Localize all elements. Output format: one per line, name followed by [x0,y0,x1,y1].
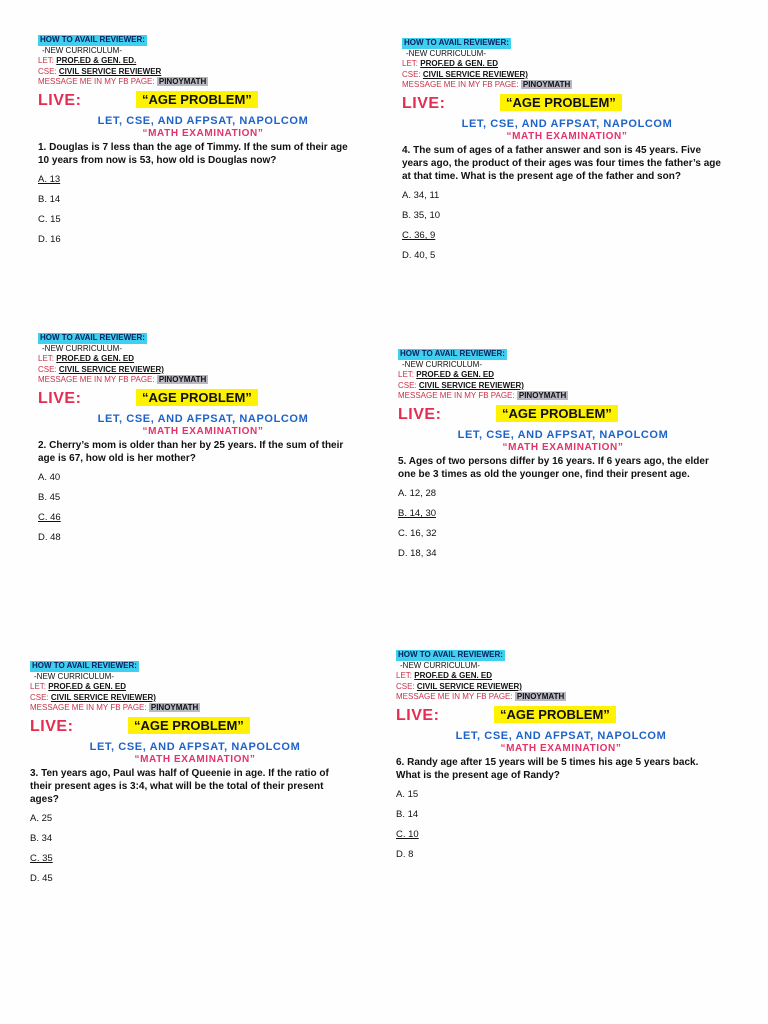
option-d: D. 48 [38,531,61,543]
cse-label: CSE: [396,681,415,691]
cse-label: CSE: [398,380,417,390]
option-d: D. 40, 5 [402,249,436,261]
topic-badge: “AGE PROBLEM” [496,405,618,422]
curriculum-line: -NEW CURRICULUM- [34,671,114,681]
cse-value: CIVIL SERVICE REVIEWER) [416,681,522,691]
header-title: HOW TO AVAIL REVIEWER: [400,349,505,358]
options-list [402,186,750,266]
question-text: 1. Douglas is 7 less than the age of Timmy. If the sum of their age 10 years from now is 53, how old is Douglas now? [38,141,348,166]
live-label: LIVE: [396,706,440,724]
message-line: MESSAGE ME IN MY FB PAGE: [38,77,155,87]
let-label: LET: [396,671,413,681]
topic-badge: “AGE PROBLEM” [500,94,622,111]
live-label: LIVE: [402,94,446,112]
option-d: D. 45 [30,872,53,884]
option-b: B. 14 [396,808,419,820]
live-label: LIVE: [398,405,442,423]
let-label: LET: [30,682,47,692]
question-text: 6. Randy age after 15 years will be 5 times his age 5 years back. What is the present age of Randy? [396,756,699,781]
option-b: B. 34 [30,832,53,844]
cse-value: CIVIL SERVICE REVIEWER) [58,364,164,374]
reviewer-header [402,38,750,91]
subjects-line: LET, CSE, AND AFPSAT, NAPOLCOM [97,412,309,425]
header-title: HOW TO AVAIL REVIEWER: [398,650,503,659]
option-a: A. 25 [30,812,53,824]
problem-panel-2 [38,333,386,548]
let-value: PROF.ED & GEN. ED [416,370,495,380]
message-line: MESSAGE ME IN MY FB PAGE: [38,375,155,385]
fb-page-name: PINOYMATH [150,703,199,713]
let-label: LET: [398,370,415,380]
options-list [396,785,744,865]
cse-value: CIVIL SERVICE REVIEWER) [50,692,156,702]
option-c: C. 46 [38,511,61,523]
problem-panel-5 [398,349,746,564]
topic-badge: “AGE PROBLEM” [136,91,258,108]
cse-value: CIVIL SERVICE REVIEWER) [418,380,524,390]
fb-page-name: PINOYMATH [522,80,571,90]
option-a: A. 40 [38,471,61,483]
question-text: 3. Ten years ago, Paul was half of Queenie in age. If the ratio of their present ages is 3:4, what will be the total of their present ages? [30,767,329,805]
problem-panel-1 [38,35,386,250]
topic-badge: “AGE PROBLEM” [128,717,250,734]
header-title: HOW TO AVAIL REVIEWER: [40,333,145,342]
message-line: MESSAGE ME IN MY FB PAGE: [398,391,515,401]
option-a: A. 15 [396,788,419,800]
cse-label: CSE: [38,364,57,374]
problem-panel-4 [402,38,750,266]
let-label: LET: [402,59,419,69]
curriculum-line: -NEW CURRICULUM- [406,48,486,58]
curriculum-line: -NEW CURRICULUM- [402,359,482,369]
curriculum-line: -NEW CURRICULUM- [42,45,122,55]
option-c: C. 15 [38,213,61,225]
options-list [38,170,386,250]
option-c: C. 16, 32 [398,527,437,539]
live-label: LIVE: [30,717,74,735]
option-d: D. 18, 34 [398,547,437,559]
subjects-line: LET, CSE, AND AFPSAT, NAPOLCOM [457,428,669,441]
options-list [38,468,386,548]
message-line: MESSAGE ME IN MY FB PAGE: [396,692,513,702]
topic-badge: “AGE PROBLEM” [494,706,616,723]
option-b: B. 45 [38,491,61,503]
problem-panel-6 [396,650,744,865]
live-label: LIVE: [38,389,82,407]
question-text: 4. The sum of ages of a father answer and son is 45 years. Five years ago, the product of their ages was four times the father’s age at that time. What is the present age of the father and son? [402,144,721,182]
fb-page-name: PINOYMATH [158,375,207,385]
header-title: HOW TO AVAIL REVIEWER: [404,38,509,47]
subjects-line: LET, CSE, AND AFPSAT, NAPOLCOM [89,740,301,753]
header-title: HOW TO AVAIL REVIEWER: [40,35,145,44]
live-label: LIVE: [38,91,82,109]
exam-line: “MATH EXAMINATION” [506,130,628,142]
question-text: 5. Ages of two persons differ by 16 years. If 6 years ago, the elder one be 3 times as old the younger one, find their present age. [398,455,709,480]
subjects-line: LET, CSE, AND AFPSAT, NAPOLCOM [455,729,667,742]
exam-line: “MATH EXAMINATION” [500,742,622,754]
option-d: D. 16 [38,233,61,245]
let-value: PROF.ED & GEN. ED [420,59,499,69]
options-list [30,809,378,889]
message-line: MESSAGE ME IN MY FB PAGE: [402,80,519,90]
let-label: LET: [38,56,55,66]
let-label: LET: [38,354,55,364]
reviewer-header [38,35,386,88]
exam-line: “MATH EXAMINATION” [134,753,256,765]
cse-value: CIVIL SERVICE REVIEWER [58,66,162,76]
let-value: PROF.ED & GEN. ED. [56,56,137,66]
exam-line: “MATH EXAMINATION” [142,425,264,437]
question-text: 2. Cherry’s mom is older than her by 25 years. If the sum of their age is 67, how old is her mother? [38,439,344,464]
reviewer-header [398,349,746,402]
topic-badge: “AGE PROBLEM” [136,389,258,406]
cse-value: CIVIL SERVICE REVIEWER) [422,69,528,79]
exam-line: “MATH EXAMINATION” [142,127,264,139]
reviewer-header [30,661,378,714]
curriculum-line: -NEW CURRICULUM- [400,660,480,670]
option-a: A. 13 [38,173,61,185]
problem-panel-3 [30,661,378,889]
option-c: C. 36, 9 [402,229,436,241]
option-c: C. 35 [30,852,53,864]
option-d: D. 8 [396,848,414,860]
header-title: HOW TO AVAIL REVIEWER: [32,661,137,670]
message-line: MESSAGE ME IN MY FB PAGE: [30,703,147,713]
fb-page-name: PINOYMATH [518,391,567,401]
fb-page-name: PINOYMATH [516,692,565,702]
let-value: PROF.ED & GEN. ED [48,682,127,692]
option-b: B. 35, 10 [402,209,441,221]
fb-page-name: PINOYMATH [158,77,207,87]
cse-label: CSE: [30,692,49,702]
option-a: A. 12, 28 [398,487,437,499]
options-list [398,484,746,564]
let-value: PROF.ED & GEN. ED [56,354,135,364]
curriculum-line: -NEW CURRICULUM- [42,343,122,353]
option-c: C. 10 [396,828,419,840]
exam-line: “MATH EXAMINATION” [502,441,624,453]
reviewer-header [38,333,386,386]
subjects-line: LET, CSE, AND AFPSAT, NAPOLCOM [97,114,309,127]
cse-label: CSE: [402,69,421,79]
cse-label: CSE: [38,66,57,76]
option-b: B. 14, 30 [398,507,437,519]
subjects-line: LET, CSE, AND AFPSAT, NAPOLCOM [461,117,673,130]
let-value: PROF.ED & GEN. ED [414,671,493,681]
option-b: B. 14 [38,193,61,205]
option-a: A. 34, 11 [402,189,440,201]
reviewer-header [396,650,744,703]
